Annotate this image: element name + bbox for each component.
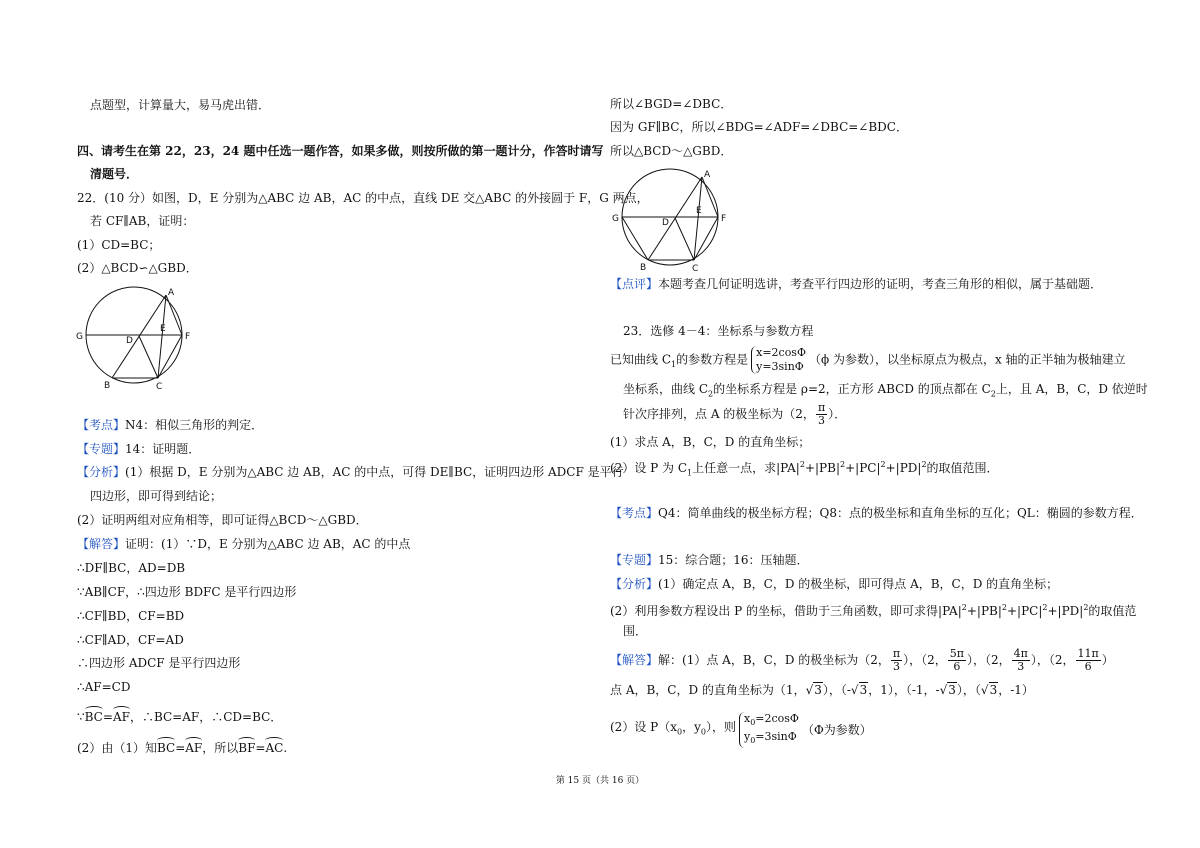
- question-23-line2: 坐标系，曲线 $C_2$的坐标系方程是 ρ=2，正方形 ABCD 的顶点都在 $C_2$上，且 A，B，C，D 依逆时: [623, 382, 1148, 399]
- label-B: B: [104, 381, 111, 391]
- proof-step-arcs: ∵BC=AF，∴BC=AF，∴CD=BC．: [77, 706, 282, 725]
- fenxi-line-3: 围．: [623, 624, 648, 638]
- label-F: F: [721, 214, 727, 224]
- proof-step: ∴CF∥BD，CF=BD: [77, 609, 185, 623]
- proof-step: ∴四边形 ADCF 是平行四边形: [77, 656, 241, 670]
- question-23-line3: 针次序排列，点 A 的极坐标为（2， $\frac{\pi}{3}$ ）．: [623, 401, 847, 427]
- label-E: E: [160, 324, 166, 334]
- jieda-tag: 【解答】: [610, 653, 659, 667]
- circle-figure-left: [72, 280, 202, 392]
- text-line: 点题型，计算量大，易马虎出错．: [90, 98, 271, 112]
- zhuanti-line: 【专题】14：证明题．: [77, 442, 201, 456]
- zhuanti-line: 【专题】15：综合题；16：压轴题．: [610, 553, 809, 567]
- kaodian-tag: 【考点】: [610, 506, 659, 520]
- fenxi-line: 【分析】(1）根据 D，E 分别为△ABC 边 AB，AC 的中点，可得 DE∥BC，证明四边形 ADCF 是平行: [77, 465, 624, 479]
- section-heading: 四、请考生在第 22，23，24 题中任选一题作答，如果多做，则按所做的第一题计分，作答时请写: [77, 144, 604, 158]
- page-footer: 第 15 页（共 16 页）: [555, 776, 645, 786]
- zhuanti-tag: 【专题】: [77, 442, 126, 456]
- fenxi-line-2: (2）利用参数方程设出 P 的坐标，借助于三角函数，即可求得$|PA|^2+|PB|^2+|PC|^2+|PD|^2$的取值范: [610, 603, 1137, 618]
- kaodian-line: 【考点】N4：相似三角形的判定．: [77, 418, 264, 432]
- proof-step: ∴DF∥BC，AD=DB: [77, 561, 186, 575]
- label-D: D: [126, 336, 133, 346]
- proof-part2: (2）由（1）知BC=AF，所以BF=AC.: [77, 737, 287, 756]
- label-F: F: [185, 332, 191, 342]
- label-C: C: [156, 382, 163, 392]
- label-B: B: [640, 263, 647, 273]
- label-C: C: [692, 264, 699, 274]
- param-equation-p: $x_0=2\cos\Phi$ $y_0=3\sin\Phi$: [739, 712, 799, 748]
- rect-coords-line: 点 A，B，C，D 的直角坐标为（1，√3），（-√3，1），（-1，-√3），（√3，-1）: [610, 683, 1034, 697]
- solution-part2: (2）设 $P(x_0$，$y_0$），则 $x_0=2\cos\Phi$ $y_0=3\sin\Phi$ （Φ为参数）: [610, 712, 872, 748]
- fenxi-line: 【分析】(1）确定点 A，B，C，D 的极坐标，即可得点 A，B，C，D 的直角坐标；: [610, 577, 1059, 591]
- question-22-cont: 若 CF∥AB，证明：: [90, 214, 195, 228]
- question-23-line1: 已知曲线 $C_1$的参数方程是 x=2cosΦ y=3sinΦ （ϕ 为参数），以坐标原点为极点，x 轴的正半轴为极轴建立: [610, 346, 1126, 373]
- label-G: G: [612, 214, 619, 224]
- kaodian-line: 【考点】Q4：简单曲线的极坐标方程；Q8：点的极坐标和直角坐标的互化；QL：椭圆的参数方程．: [610, 506, 1143, 520]
- proof-step: ∵AB∥CF，∴四边形 BDFC 是平行四边形: [77, 585, 297, 599]
- question-22-part2: (2）△BCD∽△GBD．: [77, 261, 198, 275]
- zhuanti-tag: 【专题】: [610, 553, 659, 567]
- label-A: A: [704, 170, 711, 180]
- section-heading-cont: 清题号．: [90, 167, 139, 181]
- label-E: E: [696, 206, 702, 216]
- text-line: 所以∠BGD=∠DBC．: [610, 97, 733, 111]
- param-equation: x=2cosΦ y=3sinΦ: [751, 346, 806, 374]
- label-G: G: [76, 332, 83, 342]
- fenxi-tag: 【分析】: [610, 577, 659, 591]
- jieda-tag: 【解答】: [77, 537, 126, 551]
- fenxi-line-2: 四边形，即可得到结论；: [90, 489, 223, 503]
- kaodian-tag: 【考点】: [77, 418, 126, 432]
- question-23-title: 23．选修 4－4：坐标系与参数方程: [623, 324, 814, 338]
- fenxi-tag: 【分析】: [77, 465, 126, 479]
- dianping-tag: 【点评】: [610, 277, 659, 291]
- fenxi-line-3: (2）证明两组对应角相等，即可证得△BCD～△GBD．: [77, 513, 368, 527]
- proof-step: ∴AF=CD: [77, 680, 131, 694]
- question-22-part1: (1）CD=BC；: [77, 238, 161, 252]
- question-22: 22．(10 分）如图，D，E 分别为△ABC 边 AB，AC 的中点，直线 DE 交△ABC 的外接圆于 F，G 两点，: [77, 191, 649, 205]
- jieda-line: 【解答】证明：(1）∵D，E 分别为△ABC 边 AB，AC 的中点: [77, 537, 411, 551]
- dianping-line: 【点评】本题考查几何证明选讲，考查平行四边形的证明，考查三角形的相似，属于基础题．: [610, 277, 1103, 291]
- label-A: A: [168, 288, 175, 298]
- question-23-part1: (1）求点 A，B，C，D 的直角坐标；: [610, 435, 811, 449]
- text-line: 所以△BCD～△GBD．: [610, 144, 733, 158]
- proof-step: ∴CF∥AD，CF=AD: [77, 633, 184, 647]
- question-23-part2: (2）设 P 为 $C_1$上任意一点，求$|PA|^2+|PB|^2+|PC|^2+|PD|^2$的取值范围．: [610, 460, 999, 478]
- circle-figure-right: [608, 162, 738, 274]
- label-D: D: [662, 218, 669, 228]
- jieda-line: 【解答】解：(1）点 A，B，C，D 的极坐标为（2， $\frac{\pi}{3}$ ），（2， $\frac{5\pi}{6}$ ），（2， $\frac{4\pi}{3}$ ），（2， $\frac{11\pi}{6}$ ）: [610, 647, 1114, 673]
- text-line: 因为 GF∥BC，所以∠BDG=∠ADF=∠DBC=∠BDC．: [610, 120, 908, 134]
